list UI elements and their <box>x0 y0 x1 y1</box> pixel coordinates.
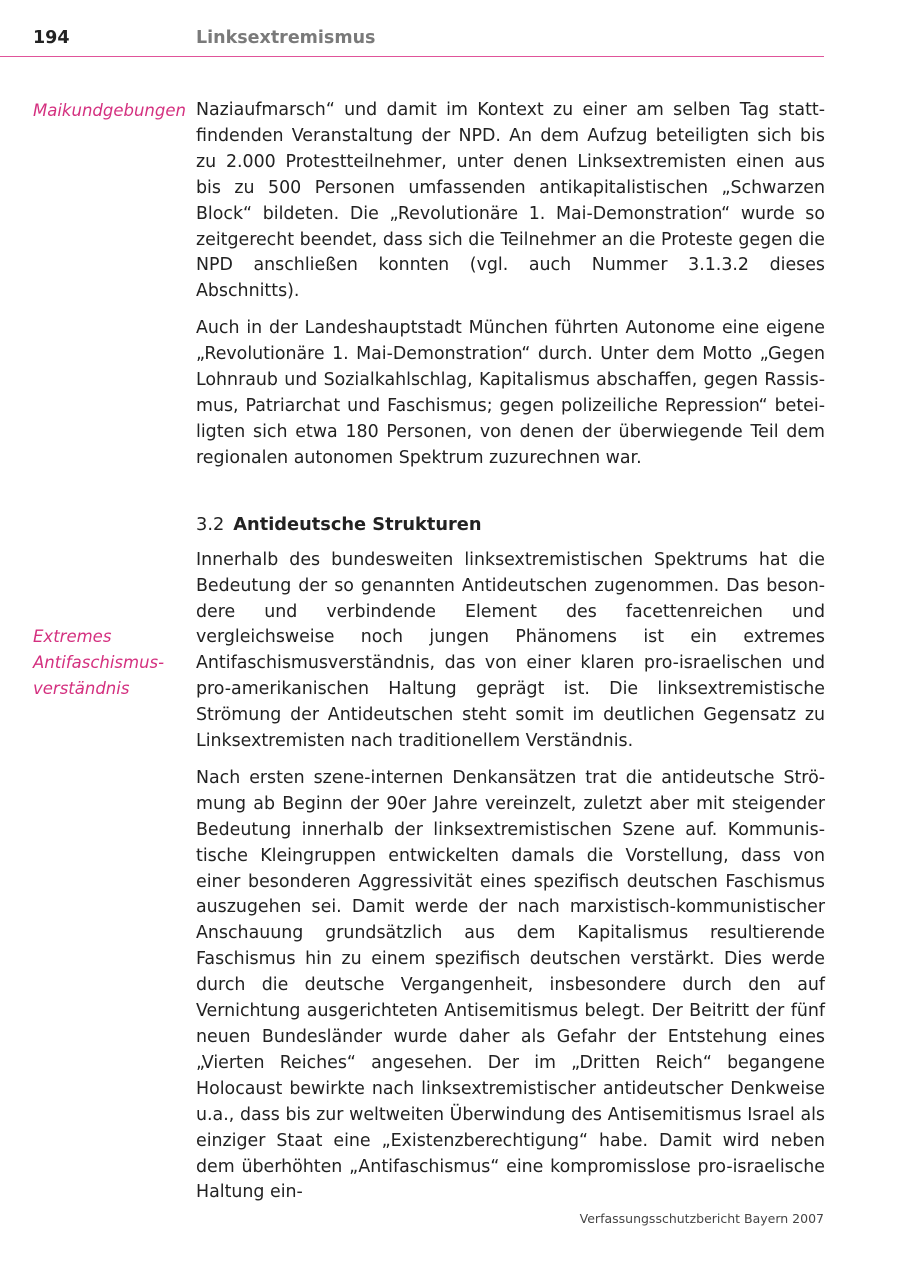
running-head: Linksextremismus <box>196 28 376 48</box>
section-title: Antideutsche Strukturen <box>233 513 482 535</box>
margin-note-maikundgebungen: Maikundgebungen <box>33 101 186 120</box>
page-number: 194 <box>33 28 70 48</box>
page-footer: Verfassungsschutzbericht Bayern 2007 <box>579 1211 824 1226</box>
section-heading <box>196 512 825 538</box>
section-number: 3.2 <box>196 513 225 535</box>
paragraph-2: Auch in der Landeshauptstadt München führten Autonome eine eigene „Revolutionäre 1. Mai-Demonstration“ durch. Unter dem Motto „Gegen Lohnraub und Sozialkahlschlag, Kapitalismus abschaffen, gegen Rassismus, Patriarchat und Faschismus; gegen polizeiliche Repression“ beteiligten sich etwa 180 Personen, von denen der überwiegende Teil dem regionalen autonomen Spektrum zuzurechnen war. <box>196 318 825 468</box>
margin-note-antifaschismus: Extremes Antifaschismus- verständnis <box>33 627 165 698</box>
paragraph-4: Nach ersten szene-internen Denkansätzen trat die antideutsche Strömung ab Beginn der 90er Jahre vereinzelt, zuletzt aber mit steigender Bedeutung innerhalb der linksextremistischen Szene auf. Kommunistische Kleingruppen entwickelten damals die Vorstellung, dass von einer besonderen Aggressivität eines spezifisch deutschen Faschismus auszugehen sei. Damit werde der nach marxistisch-kommunistischer Anschauung grundsätzlich aus dem Kapitalismus resultierende Faschismus hin zu einem spezifisch deutschen verstärkt. Dies werde durch die deutsche Vergangenheit, insbesondere durch den auf Vernichtung ausgerichteten Antisemitismus belegt. Der Beitritt der fünf neuen Bundesländer wurde daher als Gefahr der Entstehung eines „Vierten Reiches“ angesehen. Der im „Dritten Reich“ begangene Holocaust bewirkte nach linksextremistischer antideutscher Denkweise u.a., dass bis zur weltweiten Überwindung des Antisemitismus Israel als einziger Staat eine „Existenzberechtigung“ habe. Damit wird neben dem überhöhten „Antifaschismus“ eine kompromisslose pro-israelische Haltung ein- <box>196 767 825 1203</box>
main-text <box>196 98 825 1217</box>
paragraph-3: Innerhalb des bundesweiten linksextremistischen Spektrums hat die Bedeutung der so genannten Antideutschen zugenommen. Das besondere und verbindende Element des facettenreichen und vergleichsweise noch jungen Phänomens ist ein extremes Antifaschismusverständnis, das von einer klaren pro-israelischen und pro-amerikanischen Haltung geprägt ist. Die linksextremistische Strömung der Antideutschen steht somit im deutlichen Gegensatz zu Linksextremisten nach traditionellem Verständnis. <box>196 549 825 752</box>
page-header <box>0 26 824 57</box>
paragraph-1: Naziaufmarsch“ und damit im Kontext zu einer am selben Tag stattfindenden Veranstaltung der NPD. An dem Aufzug beteiligten sich bis zu 2.000 Protestteilnehmer, unter denen Linksextremisten einen aus bis zu 500 Personen umfassenden antikapitalistischen „Schwarzen Block“ bildeten. Die „Revolutionäre 1. Mai-Demonstration“ wurde so zeitgerecht beendet, dass sich die Teilnehmer an die Proteste gegen die NPD anschließen konnten (vgl. auch Nummer 3.1.3.2 dieses Abschnitts). <box>196 100 825 302</box>
